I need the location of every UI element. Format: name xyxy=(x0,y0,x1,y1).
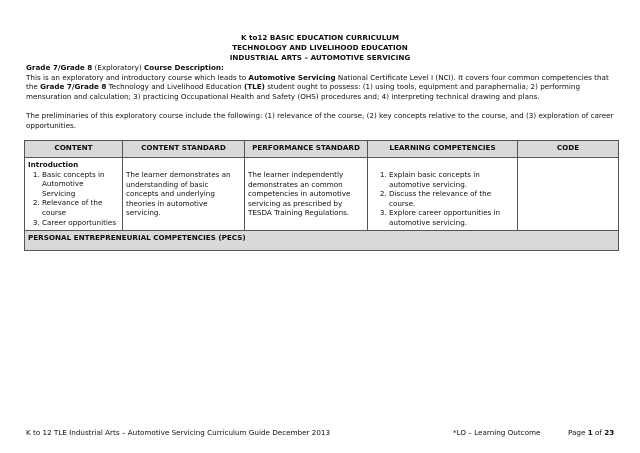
footer-guide: K to 12 TLE Industrial Arts – Automotive Servicing Curriculum Guide December 2013 xyxy=(26,428,331,437)
curriculum-table xyxy=(24,140,619,251)
competencies-cell xyxy=(368,158,518,231)
description-text xyxy=(26,73,616,102)
description-segment: student ought to possess: (1) using tools, equipment and paraphernalia; 2) performing mensuration and calculation; 3) practicing Occupational Health and Safety (OHS) procedures and; 4) interpreting technical drawing and plans. xyxy=(26,82,581,101)
list-item: 1. Explain basic concepts in automotive servicing. xyxy=(389,170,514,189)
content-standard-cell: The learner demonstrates an understanding of basic concepts and underlying theories in automotive servicing. xyxy=(123,158,245,231)
page-of: of xyxy=(592,428,605,437)
header-learning-competencies: LEARNING COMPETENCIES xyxy=(368,141,518,158)
performance-standard-cell: The learner independently demonstrates an common competencies in automotive servicing as prescribed by TESDA Training Regulations. xyxy=(245,158,368,231)
content-cell xyxy=(25,158,123,231)
list-item: 2. Relevance of the course xyxy=(42,198,119,217)
description-segment: National Certificate Level I (NCI). It covers four common competencies that the xyxy=(26,72,609,92)
description-heading: Course Description: xyxy=(143,63,224,72)
table-row xyxy=(25,158,619,231)
header-performance-standard: PERFORMANCE STANDARD xyxy=(245,141,368,158)
exploratory-label: (Exploratory) xyxy=(92,63,144,72)
description-segment: Technology and Livelihood Education xyxy=(106,82,244,92)
description-segment: Grade 7/Grade 8 xyxy=(40,82,107,92)
title-line-2: TECHNOLOGY AND LIVELIHOOD EDUCATION xyxy=(232,43,408,52)
list-item: 3. Career opportunities xyxy=(42,218,119,228)
title-line-3: INDUSTRIAL ARTS – AUTOMOTIVE SERVICING xyxy=(229,53,411,62)
current-page: 1 xyxy=(587,428,593,437)
description-segment: Automotive Servicing xyxy=(248,72,336,82)
header-content-standard: CONTENT STANDARD xyxy=(123,141,245,158)
header-content: CONTENT xyxy=(25,141,123,158)
header-code: CODE xyxy=(518,141,619,158)
title-line-1: K to12 BASIC EDUCATION CURRICULUM xyxy=(240,33,400,42)
page-number xyxy=(568,428,614,438)
course-description xyxy=(26,63,616,101)
pecs-section-row: PERSONAL ENTREPRENEURIAL COMPETENCIES (PECS) xyxy=(25,230,619,250)
grade-label: Grade 7/Grade 8 xyxy=(26,63,93,72)
table-header-row xyxy=(25,141,619,158)
page-prefix: Page xyxy=(568,428,588,437)
footer-note: *LO – Learning Outcome xyxy=(453,428,541,437)
list-item: 2. Discuss the relevance of the course. xyxy=(389,189,514,208)
description-segment: This is an exploratory and introductory course which leads to xyxy=(26,72,249,82)
preliminaries-text: The preliminaries of this exploratory course include the following: (1) relevance of the course, (2) key concepts relative to the course, and (3) exploration of career opportunities. xyxy=(26,111,614,130)
list-item: 3. Explore career opportunities in automotive servicing. xyxy=(389,208,514,227)
total-pages: 23 xyxy=(604,428,615,437)
content-title: Introduction xyxy=(28,160,79,169)
course-heading xyxy=(26,63,616,73)
code-cell xyxy=(518,158,619,231)
list-item: 1. Basic concepts in Automotive Servicing xyxy=(42,170,119,199)
description-segment: (TLE) xyxy=(243,82,265,92)
